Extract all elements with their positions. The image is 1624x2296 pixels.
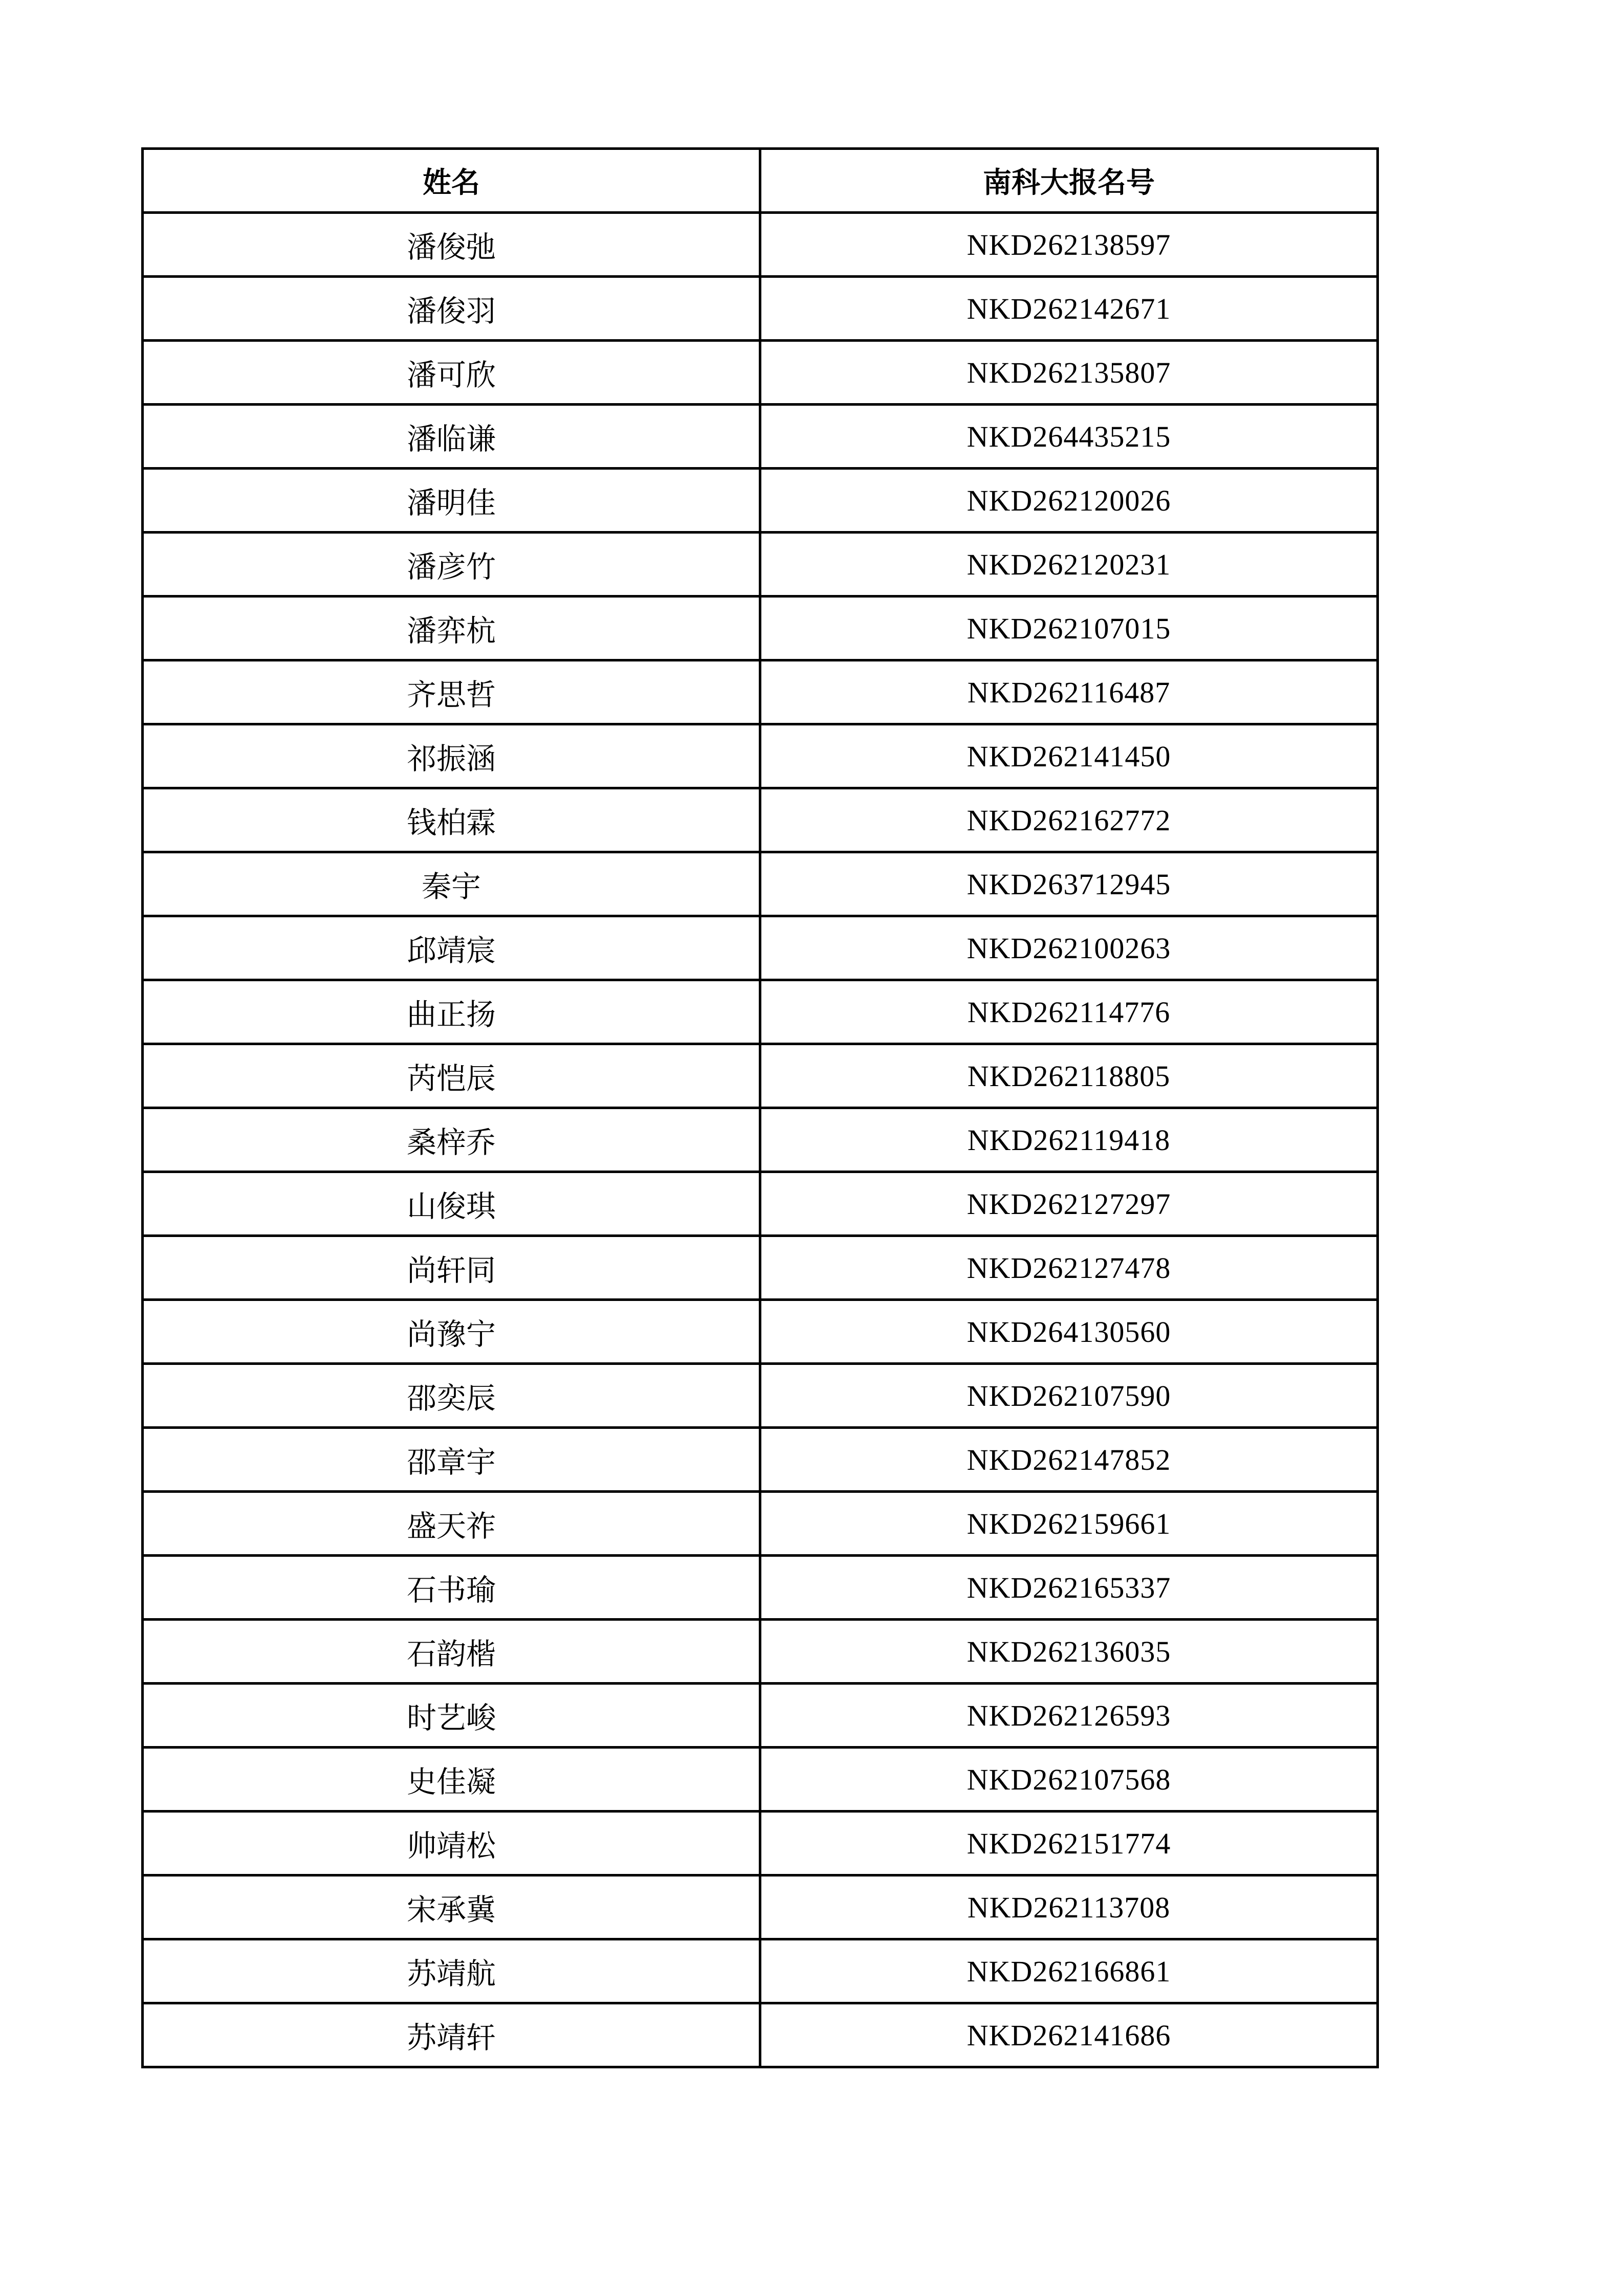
table-row xyxy=(143,660,1378,724)
student-name-cell: 盛天祚 xyxy=(143,1492,760,1556)
table-row xyxy=(143,1300,1378,1364)
registration-number-cell: NKD262116487 xyxy=(760,660,1378,724)
table-row xyxy=(143,1684,1378,1748)
table-row xyxy=(143,341,1378,405)
student-name-cell: 潘彦竹 xyxy=(143,533,760,597)
registration-number-cell: NKD262141686 xyxy=(760,2003,1378,2067)
student-name-cell: 潘可欣 xyxy=(143,341,760,405)
table-row xyxy=(143,980,1378,1044)
roster-sheet xyxy=(141,147,1376,2068)
header-row xyxy=(143,149,1378,213)
registration-number-cell: NKD262120026 xyxy=(760,469,1378,533)
table-row xyxy=(143,1044,1378,1108)
student-name-cell: 宋承冀 xyxy=(143,1875,760,1939)
table-row xyxy=(143,2003,1378,2067)
registration-number-cell: NKD262114776 xyxy=(760,980,1378,1044)
table-row xyxy=(143,1748,1378,1812)
student-name-cell: 桑梓乔 xyxy=(143,1108,760,1172)
table-row xyxy=(143,1620,1378,1684)
student-name-cell: 邵奕辰 xyxy=(143,1364,760,1428)
student-name-cell: 苏靖轩 xyxy=(143,2003,760,2067)
registration-number-cell: NKD262127297 xyxy=(760,1172,1378,1236)
table-row xyxy=(143,1492,1378,1556)
registration-number-cell: NKD262126593 xyxy=(760,1684,1378,1748)
table-row xyxy=(143,597,1378,660)
table-row xyxy=(143,724,1378,788)
registration-number-cell: NKD262120231 xyxy=(760,533,1378,597)
student-name-cell: 尚豫宁 xyxy=(143,1300,760,1364)
student-name-cell: 祁振涵 xyxy=(143,724,760,788)
name-column-header: 姓名 xyxy=(143,149,760,213)
registration-number-cell: NKD262127478 xyxy=(760,1236,1378,1300)
registration-number-cell: NKD262107590 xyxy=(760,1364,1378,1428)
table-row xyxy=(143,852,1378,916)
table-row xyxy=(143,1875,1378,1939)
student-name-cell: 芮恺辰 xyxy=(143,1044,760,1108)
table-row xyxy=(143,1556,1378,1620)
student-name-cell: 秦宇 xyxy=(143,852,760,916)
registration-number-cell: NKD262159661 xyxy=(760,1492,1378,1556)
table-row xyxy=(143,1364,1378,1428)
student-name-cell: 潘俊羽 xyxy=(143,277,760,341)
student-name-cell: 时艺峻 xyxy=(143,1684,760,1748)
registration-number-cell: NKD262151774 xyxy=(760,1812,1378,1875)
table-row xyxy=(143,788,1378,852)
student-name-cell: 石书瑜 xyxy=(143,1556,760,1620)
table-row xyxy=(143,1812,1378,1875)
table-row xyxy=(143,469,1378,533)
table-row xyxy=(143,1939,1378,2003)
table-row xyxy=(143,405,1378,469)
student-name-cell: 潘明佳 xyxy=(143,469,760,533)
student-name-cell: 帅靖松 xyxy=(143,1812,760,1875)
registration-number-cell: NKD262113708 xyxy=(760,1875,1378,1939)
table-row xyxy=(143,916,1378,980)
table-row xyxy=(143,1108,1378,1172)
registration-number-cell: NKD264435215 xyxy=(760,405,1378,469)
registration-number-cell: NKD262100263 xyxy=(760,916,1378,980)
registration-number-cell: NKD262162772 xyxy=(760,788,1378,852)
registration-number-cell: NKD262165337 xyxy=(760,1556,1378,1620)
student-name-cell: 钱柏霖 xyxy=(143,788,760,852)
registration-number-cell: NKD262119418 xyxy=(760,1108,1378,1172)
student-name-cell: 邱靖宸 xyxy=(143,916,760,980)
student-name-cell: 山俊琪 xyxy=(143,1172,760,1236)
registration-number-cell: NKD263712945 xyxy=(760,852,1378,916)
student-name-cell: 曲正扬 xyxy=(143,980,760,1044)
student-name-cell: 齐思哲 xyxy=(143,660,760,724)
table-row xyxy=(143,533,1378,597)
registration-number-cell: NKD262138597 xyxy=(760,213,1378,277)
registration-number-cell: NKD262141450 xyxy=(760,724,1378,788)
registration-number-cell: NKD262107568 xyxy=(760,1748,1378,1812)
registration-number-cell: NKD262136035 xyxy=(760,1620,1378,1684)
table-row xyxy=(143,1172,1378,1236)
registration-number-cell: NKD262147852 xyxy=(760,1428,1378,1492)
student-name-cell: 潘弈杭 xyxy=(143,597,760,660)
roster-body xyxy=(143,213,1378,2067)
student-name-cell: 潘俊弛 xyxy=(143,213,760,277)
student-name-cell: 苏靖航 xyxy=(143,1939,760,2003)
student-name-cell: 尚轩同 xyxy=(143,1236,760,1300)
registration-number-cell: NKD262135807 xyxy=(760,341,1378,405)
table-row xyxy=(143,277,1378,341)
roster-table xyxy=(141,147,1379,2068)
student-name-cell: 潘临谦 xyxy=(143,405,760,469)
registration-number-cell: NKD264130560 xyxy=(760,1300,1378,1364)
registration-number-cell: NKD262107015 xyxy=(760,597,1378,660)
student-name-cell: 邵章宇 xyxy=(143,1428,760,1492)
table-row xyxy=(143,1236,1378,1300)
student-name-cell: 石韵楷 xyxy=(143,1620,760,1684)
table-row xyxy=(143,213,1378,277)
registration-number-cell: NKD262118805 xyxy=(760,1044,1378,1108)
registration-number-cell: NKD262166861 xyxy=(760,1939,1378,2003)
student-name-cell: 史佳凝 xyxy=(143,1748,760,1812)
table-row xyxy=(143,1428,1378,1492)
registration-number-cell: NKD262142671 xyxy=(760,277,1378,341)
registration-number-column-header: 南科大报名号 xyxy=(760,149,1378,213)
